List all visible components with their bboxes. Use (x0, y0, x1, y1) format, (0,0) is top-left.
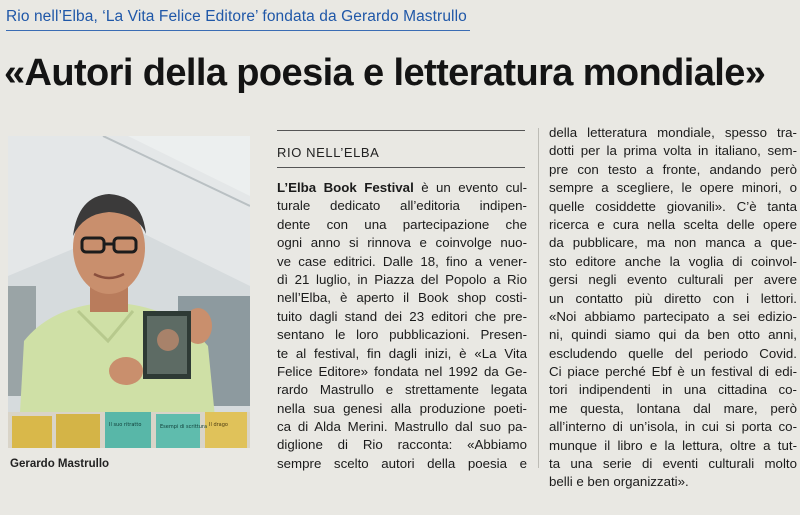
text-line: ricerca e cura nella scelta delle opere (549, 216, 797, 232)
article-headline: «Autori della poesia e letteratura mondiale» (4, 52, 766, 94)
text-line: tori indipendenti in una cittadina co- (549, 382, 797, 398)
text-line: della letteratura mondiale, spesso tra- (549, 125, 797, 140)
text-line: ogni anno si rinnova e coinvolge nuo- (277, 235, 527, 251)
text-line: nell’Elba, è aperto il Book shop costi- (277, 290, 527, 306)
text-line: sto editore anche la voglia di coinvol- (549, 253, 797, 269)
text-line: rardo Mastrullo e strettamente legata (277, 382, 527, 398)
text-line: Ci piace perché Ebf è un festival di edi- (549, 364, 797, 380)
text-line: me questa, lontana dal mare, però (549, 400, 797, 416)
text-line: dotti per la prima volta in italiano, sem- (549, 143, 797, 159)
text-line: pre con testo a fronte, andando però (549, 161, 797, 177)
article-column-2 (277, 179, 527, 473)
text-line: diglione di Rio racconta: «Abbiamo (277, 437, 527, 453)
text-line: te al festival, fin dagli inizi, è «La Vita (277, 345, 527, 361)
text-line: sentano le loro pubblicazioni. Presen- (277, 327, 527, 343)
text-line: quelle cosiddette giovanili». C’è tanta (549, 198, 797, 214)
text-line: da pubblicare, ma non manca a que- (549, 235, 797, 251)
section-label-rule (277, 167, 525, 168)
text-line: ve case editrici. Dalle 18, fino a vener- (277, 253, 527, 269)
kicker-underline (6, 30, 470, 31)
text-line: ta una serie di eventi culturali molto (549, 456, 797, 472)
text-line: dente con una partecipazione che (277, 216, 527, 232)
text-line: «Noi abbiamo partecipato a sei edizio- (549, 308, 797, 324)
text-line: turale dedicato all’editoria indipen- (277, 198, 527, 214)
text-line: un contatto più diretto con i lettori. (549, 290, 797, 306)
book-title-3: Il drago (209, 422, 228, 428)
text-line: è un evento cul- (413, 180, 527, 195)
book-title-1: Il suo ritratto (109, 422, 142, 428)
column-divider (538, 128, 539, 468)
paragraph-lead-line (277, 179, 527, 197)
article-column-3 (549, 124, 797, 492)
text-line: Felice Editore» fondata nel 1992 da Ge- (277, 363, 527, 379)
article-kicker: Rio nell’Elba, ‘La Vita Felice Editore’ fondata da Gerardo Mastrullo (6, 8, 467, 25)
text-line: all’interno di un’isola, in cui si porta co- (549, 419, 797, 435)
section-label: RIO NELL’ELBA (277, 145, 380, 160)
text-line: dì 21 luglio, in Piazza del Popolo a Rio (277, 271, 527, 287)
text-line: gersi negli evento culturali per avere (549, 272, 797, 288)
text-line: nella sua genesi alla produzione poeti- (277, 400, 527, 416)
text-line: munque il libro e la lettura, oltre a tut- (549, 437, 797, 453)
column-top-rule (277, 130, 525, 131)
lead-text: L’Elba Book Festival (277, 180, 414, 195)
text-line: sempre scelto autori della poesia e (277, 455, 527, 471)
photo-illustration (8, 136, 250, 448)
text-line: ca di Alda Merini. Mastrullo dal suo pa- (277, 419, 527, 435)
text-line: escludendo quelle del periodo Covid. (549, 345, 797, 361)
book-title-2: Esempi di scrittura (160, 424, 208, 430)
text-line: tuito dagli stand dei 23 editori che pre- (277, 308, 527, 324)
text-line: ni, quindi siamo qui da ben otto anni, (549, 327, 797, 343)
article-photo (8, 136, 250, 448)
text-line: sempre a scegliere, le opere minori, o (549, 180, 797, 196)
photo-caption: Gerardo Mastrullo (10, 458, 110, 470)
text-line: belli e ben organizzati». (549, 474, 689, 490)
